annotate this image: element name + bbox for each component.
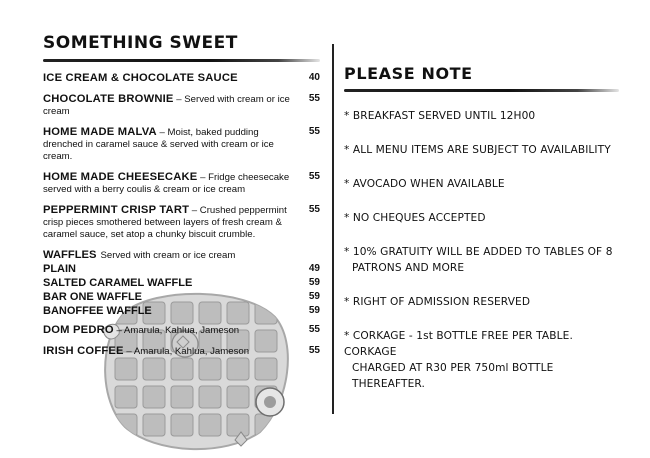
section-title: SOMETHING SWEET — [43, 33, 238, 53]
item-name: CHOCOLATE BROWNIE — [43, 93, 174, 105]
item-price: 55 — [308, 171, 320, 182]
waffle-name: BAR ONE WAFFLE — [43, 291, 142, 303]
menu-item — [43, 204, 320, 241]
menu-item — [43, 126, 320, 163]
waffle-row — [43, 290, 320, 304]
note-line: * AVOCADO WHEN AVAILABLE — [344, 178, 505, 190]
item-name: IRISH COFFEE — [43, 345, 124, 357]
item-price: 55 — [308, 345, 320, 356]
waffle-price: 59 — [308, 291, 320, 302]
item-desc: – Amarula, Kahlua, Jameson — [123, 346, 250, 357]
item-name: HOME MADE MALVA — [43, 126, 157, 138]
note-item — [344, 108, 624, 124]
note-line-continued: PATRONS AND MORE — [352, 262, 465, 274]
note-item — [344, 328, 624, 392]
waffles-title: WAFFLES — [43, 249, 97, 261]
note-item — [344, 142, 624, 158]
item-name: HOME MADE CHEESECAKE — [43, 171, 198, 183]
item-desc: – Amarula, Kahlua, Jameson — [113, 325, 240, 336]
brush-divider — [43, 59, 320, 62]
waffle-price: 59 — [308, 305, 320, 316]
item-price: 55 — [308, 204, 320, 215]
note-line: * ALL MENU ITEMS ARE SUBJECT TO AVAILABILITY — [344, 144, 611, 156]
item-name: PEPPERMINT CRISP TART — [43, 204, 190, 216]
item-name: ICE CREAM & CHOCOLATE SAUCE — [43, 72, 238, 84]
brush-divider — [344, 89, 619, 92]
note-item — [344, 210, 624, 226]
menu-item — [43, 171, 320, 196]
right-column — [344, 64, 624, 410]
note-line: * CORKAGE - 1st BOTTLE FREE PER TABLE. CORKAGE — [344, 330, 573, 358]
menu-item — [43, 93, 320, 118]
menu-item — [43, 324, 320, 337]
item-desc: – Moist, baked pudding drenched in caramel sauce & served with cream or ice cream. — [43, 127, 274, 162]
item-price: 55 — [308, 324, 320, 335]
note-item — [344, 176, 624, 192]
item-name: DOM PEDRO — [43, 324, 114, 336]
note-line: * RIGHT OF ADMISSION RESERVED — [344, 296, 531, 308]
item-price: 40 — [308, 72, 320, 83]
menu-item — [43, 345, 320, 358]
waffle-row — [43, 276, 320, 290]
column-divider — [332, 44, 334, 414]
waffle-row — [43, 262, 320, 276]
waffle-name: SALTED CARAMEL WAFFLE — [43, 277, 193, 289]
waffle-price: 59 — [308, 277, 320, 288]
item-price: 55 — [308, 126, 320, 137]
note-item — [344, 244, 624, 276]
left-column — [43, 33, 320, 366]
waffle-row — [43, 304, 320, 318]
item-desc: – Served with cream or ice cream — [43, 94, 290, 117]
waffles-desc: Served with cream or ice cream — [100, 250, 236, 261]
note-line-continued: CHARGED AT R30 PER 750ml BOTTLE THEREAFTER. — [352, 362, 554, 390]
note-line: * BREAKFAST SERVED UNTIL 12H00 — [344, 110, 536, 122]
item-desc: – Crushed peppermint crisp pieces smothered between layers of fresh cream & caramel sauce, set atop a chunky biscuit crumble. — [43, 205, 287, 240]
item-desc: – Fridge cheesecake served with a berry coulis & cream or ice cream — [43, 172, 290, 195]
waffle-price: 49 — [308, 263, 320, 274]
note-line: * 10% GRATUITY WILL BE ADDED TO TABLES OF 8 — [344, 246, 613, 258]
waffles-heading — [43, 249, 320, 262]
waffle-name: PLAIN — [43, 263, 76, 275]
note-line: * NO CHEQUES ACCEPTED — [344, 212, 486, 224]
waffle-name: BANOFFEE WAFFLE — [43, 305, 152, 317]
notes-title: PLEASE NOTE — [344, 64, 473, 83]
menu-item — [43, 72, 320, 85]
item-price: 55 — [308, 93, 320, 104]
note-item — [344, 294, 624, 310]
